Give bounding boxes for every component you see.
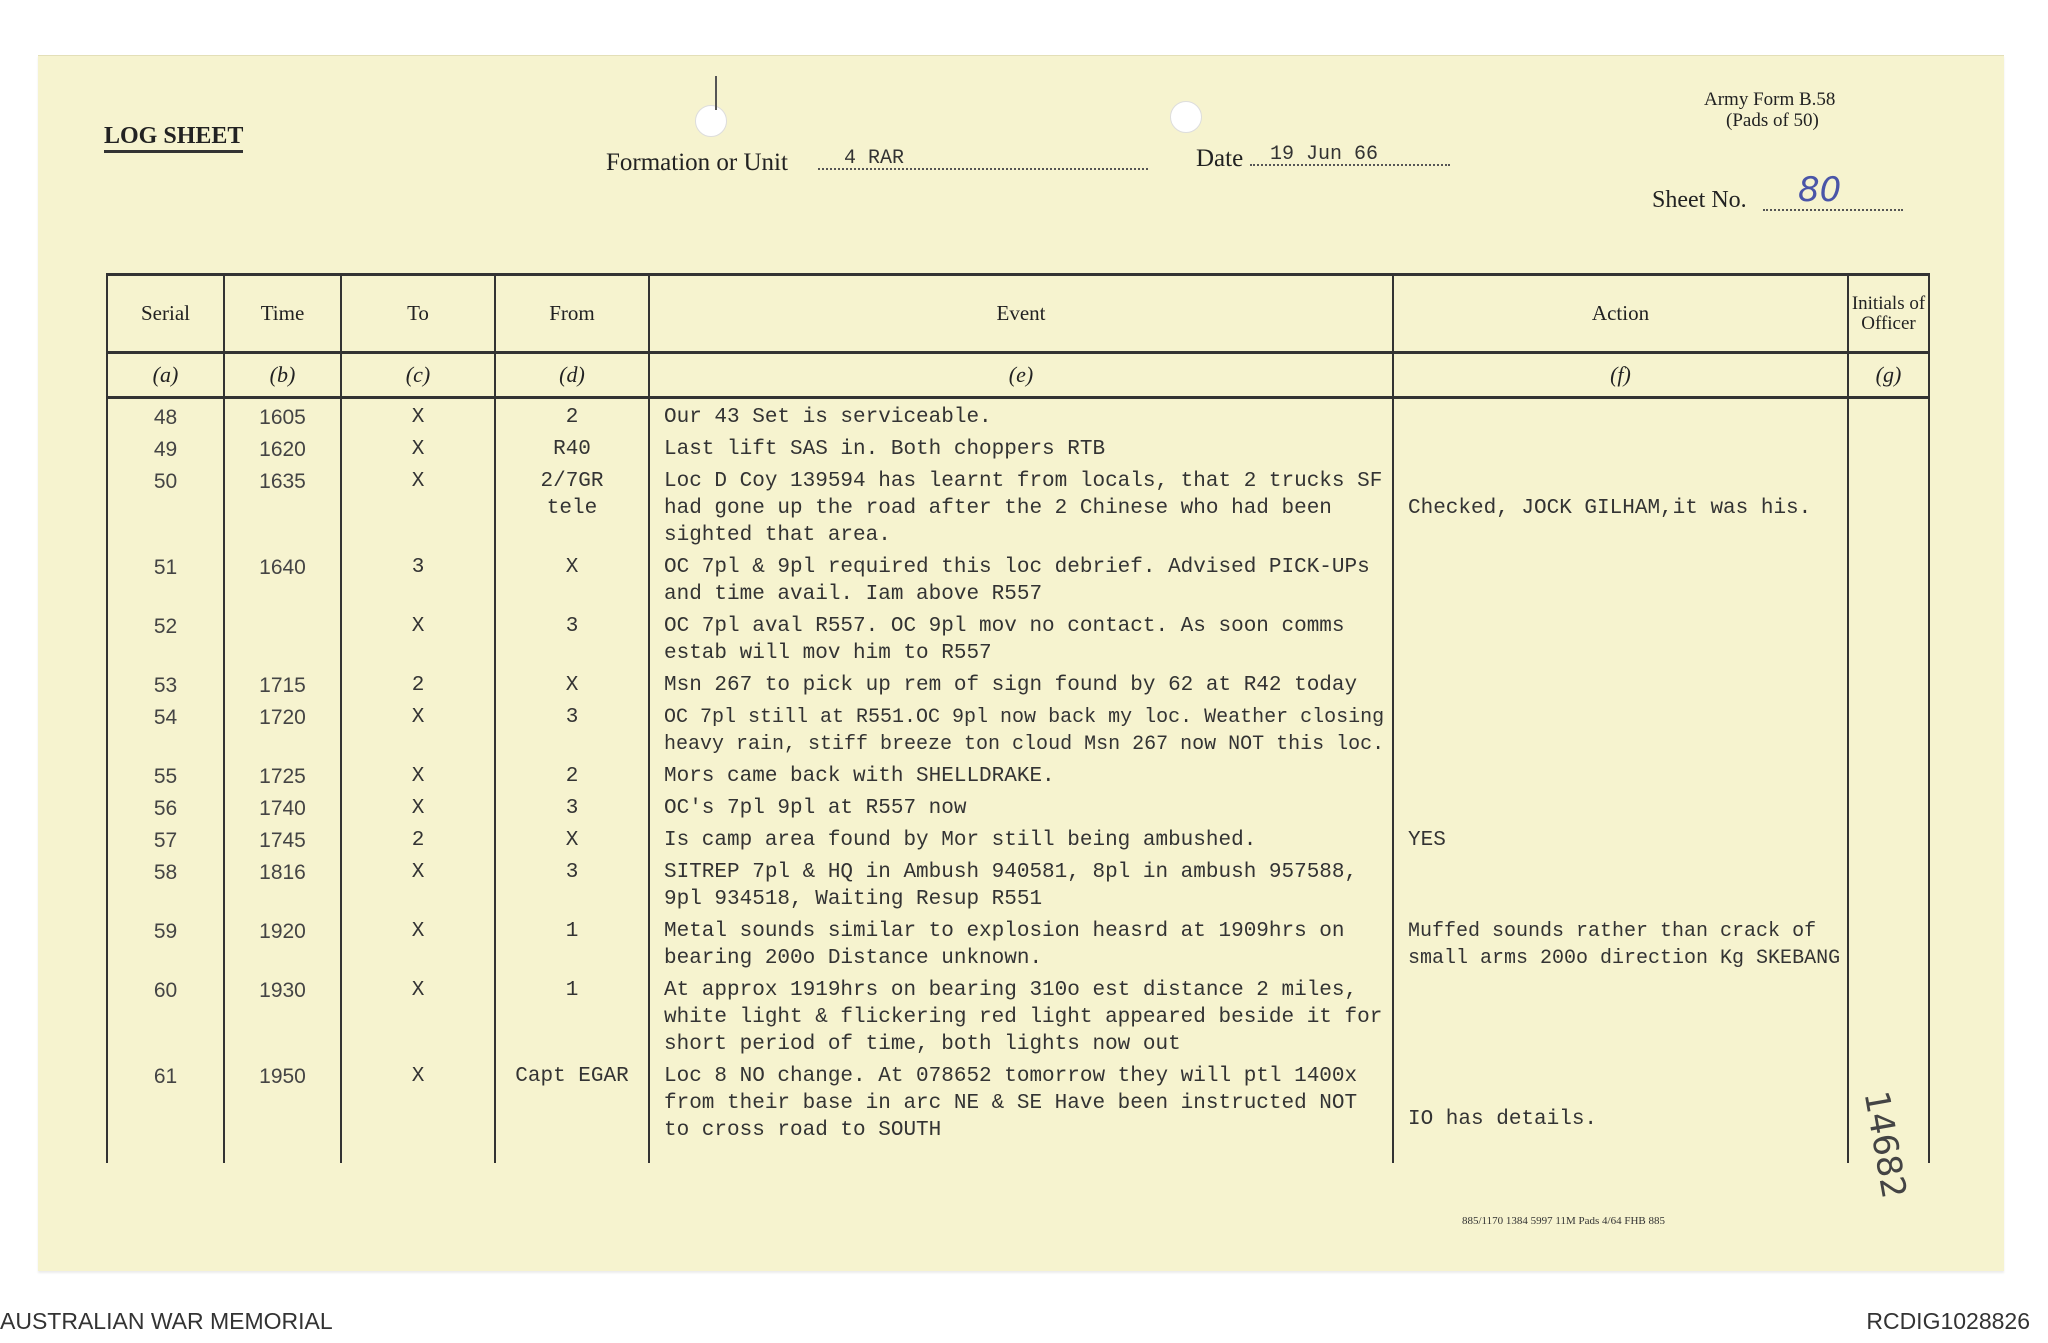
initials-cell (1848, 822, 1929, 854)
from-cell: 2/7GR tele (495, 463, 649, 549)
event-cell: Loc 8 NO change. At 078652 tomorrow they will ptl 1400x from their base in arc NE & SE Have been instructed NOT to cross road to SOUTH (649, 1058, 1393, 1163)
from-cell: 2 (495, 758, 649, 790)
log-table (106, 273, 1930, 1163)
from-cell: 1 (495, 913, 649, 972)
event-cell: OC 7pl still at R551.OC 9pl now back my loc. Weather closing heavy rain, stiff breeze ton cloud Msn 267 now NOT this loc. (649, 699, 1393, 758)
to-cell: X (341, 972, 495, 1058)
time-cell: 1920 (224, 913, 341, 972)
serial-cell: 50 (107, 463, 224, 549)
event-cell: Our 43 Set is serviceable. (649, 398, 1393, 432)
event-cell: Is camp area found by Mor still being ambushed. (649, 822, 1393, 854)
col-letter-g: (g) (1848, 353, 1929, 398)
table-row (107, 790, 1929, 822)
initials-cell (1848, 913, 1929, 972)
initials-cell (1848, 608, 1929, 667)
serial-cell: 52 (107, 608, 224, 667)
action-cell (1393, 758, 1848, 790)
tear-mark (715, 76, 717, 110)
to-cell: 2 (341, 822, 495, 854)
action-cell (1393, 608, 1848, 667)
event-cell: SITREP 7pl & HQ in Ambush 940581, 8pl in ambush 957588, 9pl 934518, Waiting Resup R551 (649, 854, 1393, 913)
action-cell (1393, 972, 1848, 1058)
action-cell (1393, 398, 1848, 432)
time-cell: 1620 (224, 431, 341, 463)
initials-cell (1848, 549, 1929, 608)
table-row (107, 1058, 1929, 1163)
event-cell: Last lift SAS in. Both choppers RTB (649, 431, 1393, 463)
date-dotted-line (1250, 164, 1450, 166)
initials-cell (1848, 431, 1929, 463)
initials-cell (1848, 854, 1929, 913)
to-cell: X (341, 398, 495, 432)
footer-record-id: RCDIG1028826 (1866, 1308, 2030, 1334)
from-cell: 1 (495, 972, 649, 1058)
serial-cell: 54 (107, 699, 224, 758)
col-initials: Initials of Officer (1848, 275, 1929, 353)
col-action: Action (1393, 275, 1848, 353)
serial-cell: 58 (107, 854, 224, 913)
table-row (107, 608, 1929, 667)
col-letter-e: (e) (649, 353, 1393, 398)
from-cell: Capt EGAR (495, 1058, 649, 1163)
serial-cell: 55 (107, 758, 224, 790)
table-row (107, 431, 1929, 463)
time-cell: 1640 (224, 549, 341, 608)
serial-cell: 61 (107, 1058, 224, 1163)
serial-cell: 60 (107, 972, 224, 1058)
to-cell: X (341, 790, 495, 822)
from-cell: 3 (495, 790, 649, 822)
to-cell: 2 (341, 667, 495, 699)
time-cell: 1740 (224, 790, 341, 822)
table-row (107, 972, 1929, 1058)
action-cell: Muffed sounds rather than crack of small arms 200o direction Kg SKEBANG (1393, 913, 1848, 972)
col-letter-d: (d) (495, 353, 649, 398)
footer-institution: AUSTRALIAN WAR MEMORIAL (0, 1308, 333, 1334)
time-cell: 1725 (224, 758, 341, 790)
col-to: To (341, 275, 495, 353)
from-cell: 3 (495, 608, 649, 667)
from-cell: 3 (495, 854, 649, 913)
table-row (107, 667, 1929, 699)
event-cell: OC 7pl & 9pl required this loc debrief. Advised PICK-UPs and time avail. Iam above R557 (649, 549, 1393, 608)
from-cell: R40 (495, 431, 649, 463)
to-cell: X (341, 608, 495, 667)
table-row (107, 549, 1929, 608)
time-cell: 1930 (224, 972, 341, 1058)
to-cell: X (341, 431, 495, 463)
col-letter-a: (a) (107, 353, 224, 398)
col-letter-f: (f) (1393, 353, 1848, 398)
serial-cell: 48 (107, 398, 224, 432)
action-cell (1393, 549, 1848, 608)
action-cell (1393, 667, 1848, 699)
event-cell: OC 7pl aval R557. OC 9pl mov no contact. As soon comms estab will mov him to R557 (649, 608, 1393, 667)
event-cell: OC's 7pl 9pl at R557 now (649, 790, 1393, 822)
time-cell: 1605 (224, 398, 341, 432)
date-value[interactable]: 19 Jun 66 (1270, 143, 1379, 166)
initials-cell (1848, 972, 1929, 1058)
letter-row (107, 353, 1929, 398)
handwritten-stamp: 14682 (1855, 1088, 1914, 1202)
table-row (107, 913, 1929, 972)
serial-cell: 57 (107, 822, 224, 854)
time-cell: 1635 (224, 463, 341, 549)
form-pads: (Pads of 50) (1726, 110, 1819, 131)
initials-cell (1848, 398, 1929, 432)
sheet-no-label: Sheet No. (1652, 187, 1747, 213)
action-cell: Checked, JOCK GILHAM,it was his. (1393, 463, 1848, 549)
action-cell: IO has details. (1393, 1058, 1848, 1163)
col-serial: Serial (107, 275, 224, 353)
to-cell: 3 (341, 549, 495, 608)
to-cell: X (341, 699, 495, 758)
col-letter-b: (b) (224, 353, 341, 398)
punch-hole-left (695, 105, 727, 137)
table-row (107, 854, 1929, 913)
header-row (107, 275, 1929, 353)
time-cell: 1715 (224, 667, 341, 699)
table-row (107, 822, 1929, 854)
to-cell: X (341, 854, 495, 913)
event-cell: Loc D Coy 139594 has learnt from locals, that 2 trucks SF had gone up the road after the 2 Chinese who had been sighted that area. (649, 463, 1393, 549)
sheet-no-dotted-line (1763, 209, 1903, 211)
serial-cell: 56 (107, 790, 224, 822)
time-cell: 1720 (224, 699, 341, 758)
action-cell: YES (1393, 822, 1848, 854)
table-row (107, 463, 1929, 549)
formation-value[interactable]: 4 RAR (844, 147, 905, 170)
sheet-no-value[interactable]: 80 (1798, 170, 1842, 210)
event-cell: Metal sounds similar to explosion heasrd at 1909hrs on bearing 200o Distance unknown. (649, 913, 1393, 972)
event-cell: Msn 267 to pick up rem of sign found by 62 at R42 today (649, 667, 1393, 699)
time-cell: 1816 (224, 854, 341, 913)
from-cell: X (495, 667, 649, 699)
formation-label: Formation or Unit (606, 149, 788, 176)
action-cell (1393, 790, 1848, 822)
serial-cell: 53 (107, 667, 224, 699)
form-name: Army Form B.58 (1704, 89, 1836, 110)
formation-dotted-line (818, 168, 1148, 170)
from-cell: X (495, 549, 649, 608)
time-cell (224, 608, 341, 667)
time-cell: 1950 (224, 1058, 341, 1163)
event-cell: Mors came back with SHELLDRAKE. (649, 758, 1393, 790)
to-cell: X (341, 463, 495, 549)
to-cell: X (341, 758, 495, 790)
table-row (107, 699, 1929, 758)
initials-cell (1848, 667, 1929, 699)
serial-cell: 59 (107, 913, 224, 972)
serial-cell: 49 (107, 431, 224, 463)
print-code: 885/1170 1384 5997 11M Pads 4/64 FHB 885 (1462, 1215, 1666, 1227)
log-sheet-title: LOG SHEET (104, 122, 243, 153)
to-cell: X (341, 1058, 495, 1163)
col-time: Time (224, 275, 341, 353)
serial-cell: 51 (107, 549, 224, 608)
col-letter-c: (c) (341, 353, 495, 398)
from-cell: 2 (495, 398, 649, 432)
from-cell: 3 (495, 699, 649, 758)
punch-hole-right (1170, 101, 1202, 133)
time-cell: 1745 (224, 822, 341, 854)
event-cell: At approx 1919hrs on bearing 310o est distance 2 miles, white light & flickering red light appeared beside it for short period of time, both lights now out (649, 972, 1393, 1058)
initials-cell (1848, 790, 1929, 822)
table-row (107, 398, 1929, 432)
col-event: Event (649, 275, 1393, 353)
action-cell (1393, 854, 1848, 913)
from-cell: X (495, 822, 649, 854)
initials-cell (1848, 758, 1929, 790)
date-label: Date (1196, 145, 1244, 172)
to-cell: X (341, 913, 495, 972)
action-cell (1393, 699, 1848, 758)
initials-cell (1848, 463, 1929, 549)
table-row (107, 758, 1929, 790)
col-from: From (495, 275, 649, 353)
action-cell (1393, 431, 1848, 463)
initials-cell (1848, 699, 1929, 758)
